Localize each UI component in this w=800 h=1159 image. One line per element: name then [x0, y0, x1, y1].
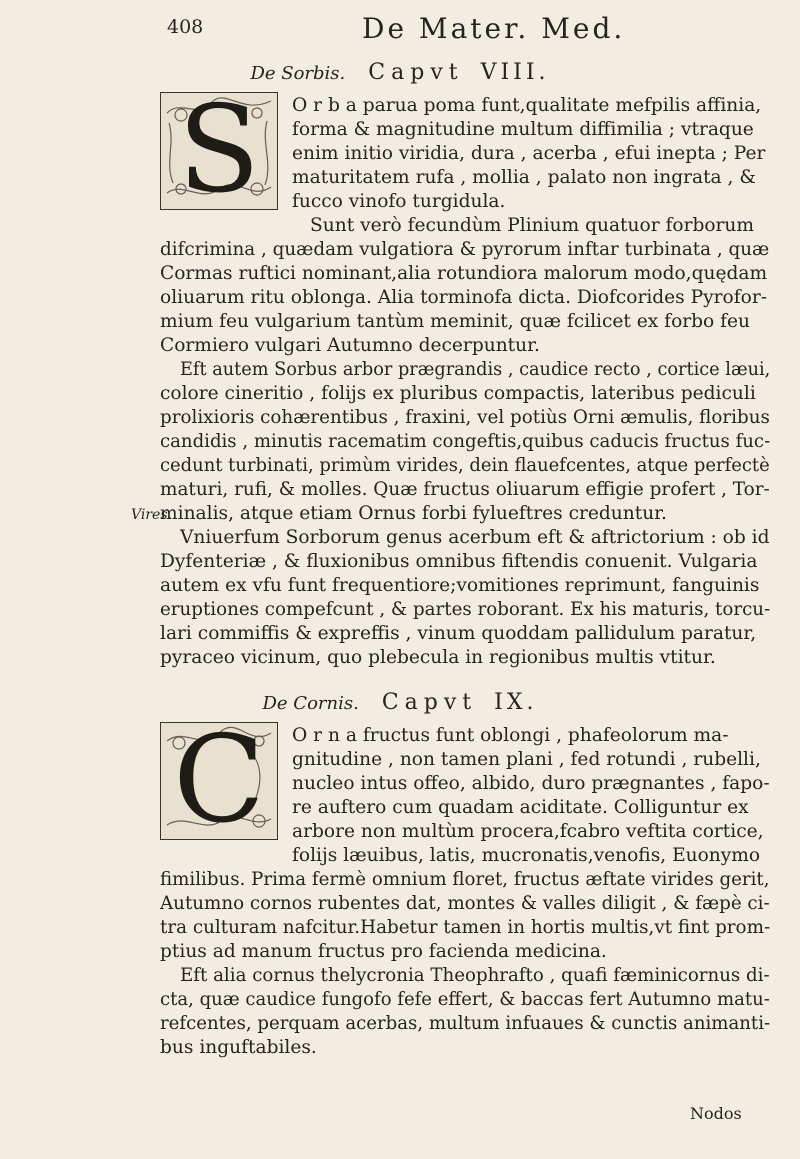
text-line: Autumno cornos rubentes dat, montes & valles diligit , & fæpè ci-	[160, 893, 770, 914]
text-line: Sunt verò fecundùm Plinium quatuor forborum	[310, 215, 755, 236]
text-line: O r n a fructus funt oblongi , phafeolorum ma-	[292, 725, 729, 746]
text-line: eruptiones compefcunt , & partes roborant. Ex his maturis, torcu-	[160, 599, 771, 620]
text-line: maturi, rufi, & molles. Quæ fructus oliuarum effigie profert , Tor-	[160, 479, 770, 500]
text-line: candidis , minutis racematim congeftis,quibus caducis fructus fuc-	[160, 431, 771, 452]
text-line: refcentes, perquam acerbas, multum infuaues & cunctis animanti-	[160, 1013, 771, 1034]
text-line: ptius ad manum fructus pro facienda medicina.	[160, 941, 607, 962]
text-line: folijs læuibus, latis, mucronatis,venofis, Euonymo	[292, 845, 761, 866]
chapter-heading-8	[0, 60, 800, 85]
text-line: fimilibus. Prima fermè omnium floret, fructus æftate virides gerit,	[160, 869, 770, 890]
text-line: lari commiffis & expreffis , vinum quoddam pallidulum paratur,	[160, 623, 757, 644]
chapter-number: IX.	[494, 690, 538, 715]
text-line: re auftero cum quadam aciditate. Colliguntur ex	[292, 797, 749, 818]
initial-letter: S	[177, 81, 261, 220]
text-line: cedunt turbinati, primùm virides, dein flauefcentes, atque perfectè	[160, 455, 770, 476]
catchword: Nodos	[690, 1104, 742, 1123]
text-line: O r b a parua poma funt,qualitate mefpilis affinia,	[292, 95, 762, 116]
decorated-initial-s	[160, 81, 278, 220]
text-line: Cormiero vulgari Autumno decerpuntur.	[160, 335, 540, 356]
text-line: prolixioris cohærentibus , fraxini, vel potiùs Orni æmulis, floribus	[160, 407, 770, 428]
text-line: Vniuerfum Sorborum genus acerbum eft & aftrictorium : ob id	[180, 527, 770, 548]
decorated-initial-c	[160, 711, 278, 850]
text-line: nucleo intus offeo, albido, duro prægnantes , fapo-	[292, 773, 770, 794]
chapter-label: Capvt	[368, 60, 464, 85]
text-line: arbore non multùm procera,fcabro veftita cortice,	[292, 821, 764, 842]
text-line: Eft alia cornus thelycronia Theophrafto , quafi fæminicornus di-	[180, 965, 770, 986]
running-title: De Mater. Med.	[362, 12, 626, 45]
text-line: Cormas ruftici nominant,alia rotundiora malorum modo,quędam	[160, 263, 768, 284]
chapter-label: Capvt	[381, 690, 478, 715]
text-line: fucco vinofo turgidula.	[292, 191, 506, 212]
text-line: minalis, atque etiam Ornus forbi fylueftres creduntur.	[160, 503, 667, 524]
text-line: mium feu vulgarium tantùm meminit, quæ fcilicet ex forbo feu	[160, 311, 751, 332]
running-head	[140, 14, 760, 48]
chapter-title: De Cornis.	[262, 693, 359, 714]
text-line: cta, quæ caudice fungofo fefe effert, & baccas fert Autumno matu-	[160, 989, 770, 1010]
text-line: maturitatem rufa , mollia , palato non ingrata , &	[292, 167, 756, 188]
chapter-title: De Sorbis.	[250, 63, 346, 84]
text-line: gnitudine , non tamen plani , fed rotundi , rubelli,	[292, 749, 761, 770]
text-line: tra culturam nafcitur.Habetur tamen in hortis multis,vt fint prom-	[160, 917, 771, 938]
text-line: enim initio viridia, dura , acerba , efui inepta ; Per	[292, 143, 766, 164]
chapter-number: VIII.	[480, 60, 550, 85]
text-line: oliuarum ritu oblonga. Alia torminofa dicta. Diofcorides Pyrofor-	[160, 287, 767, 308]
text-line: bus inguftabiles.	[160, 1037, 317, 1058]
margin-note: Vires.	[131, 507, 172, 523]
text-line: pyraceo vicinum, quo plebecula in regionibus multis vtitur.	[160, 647, 716, 668]
text-line: Eft autem Sorbus arbor prægrandis , caudice recto , cortice læui,	[180, 359, 771, 380]
chapter-heading-9	[0, 690, 800, 715]
initial-letter: C	[173, 711, 265, 850]
text-line: colore cineritio , folijs ex pluribus compactis, lateribus pediculi	[160, 383, 756, 404]
page-number: 408	[167, 16, 204, 38]
text-line: Dyfenteriæ , & fluxionibus omnibus fiftendis conuenit. Vulgaria	[160, 551, 758, 572]
text-line: forma & magnitudine multum diffimilia ; vtraque	[292, 119, 754, 140]
text-line: difcrimina , quædam vulgatiora & pyrorum inftar turbinata , quæ	[160, 239, 770, 260]
text-line: autem ex vfu funt frequentiore;vomitiones reprimunt, fanguinis	[160, 575, 760, 596]
